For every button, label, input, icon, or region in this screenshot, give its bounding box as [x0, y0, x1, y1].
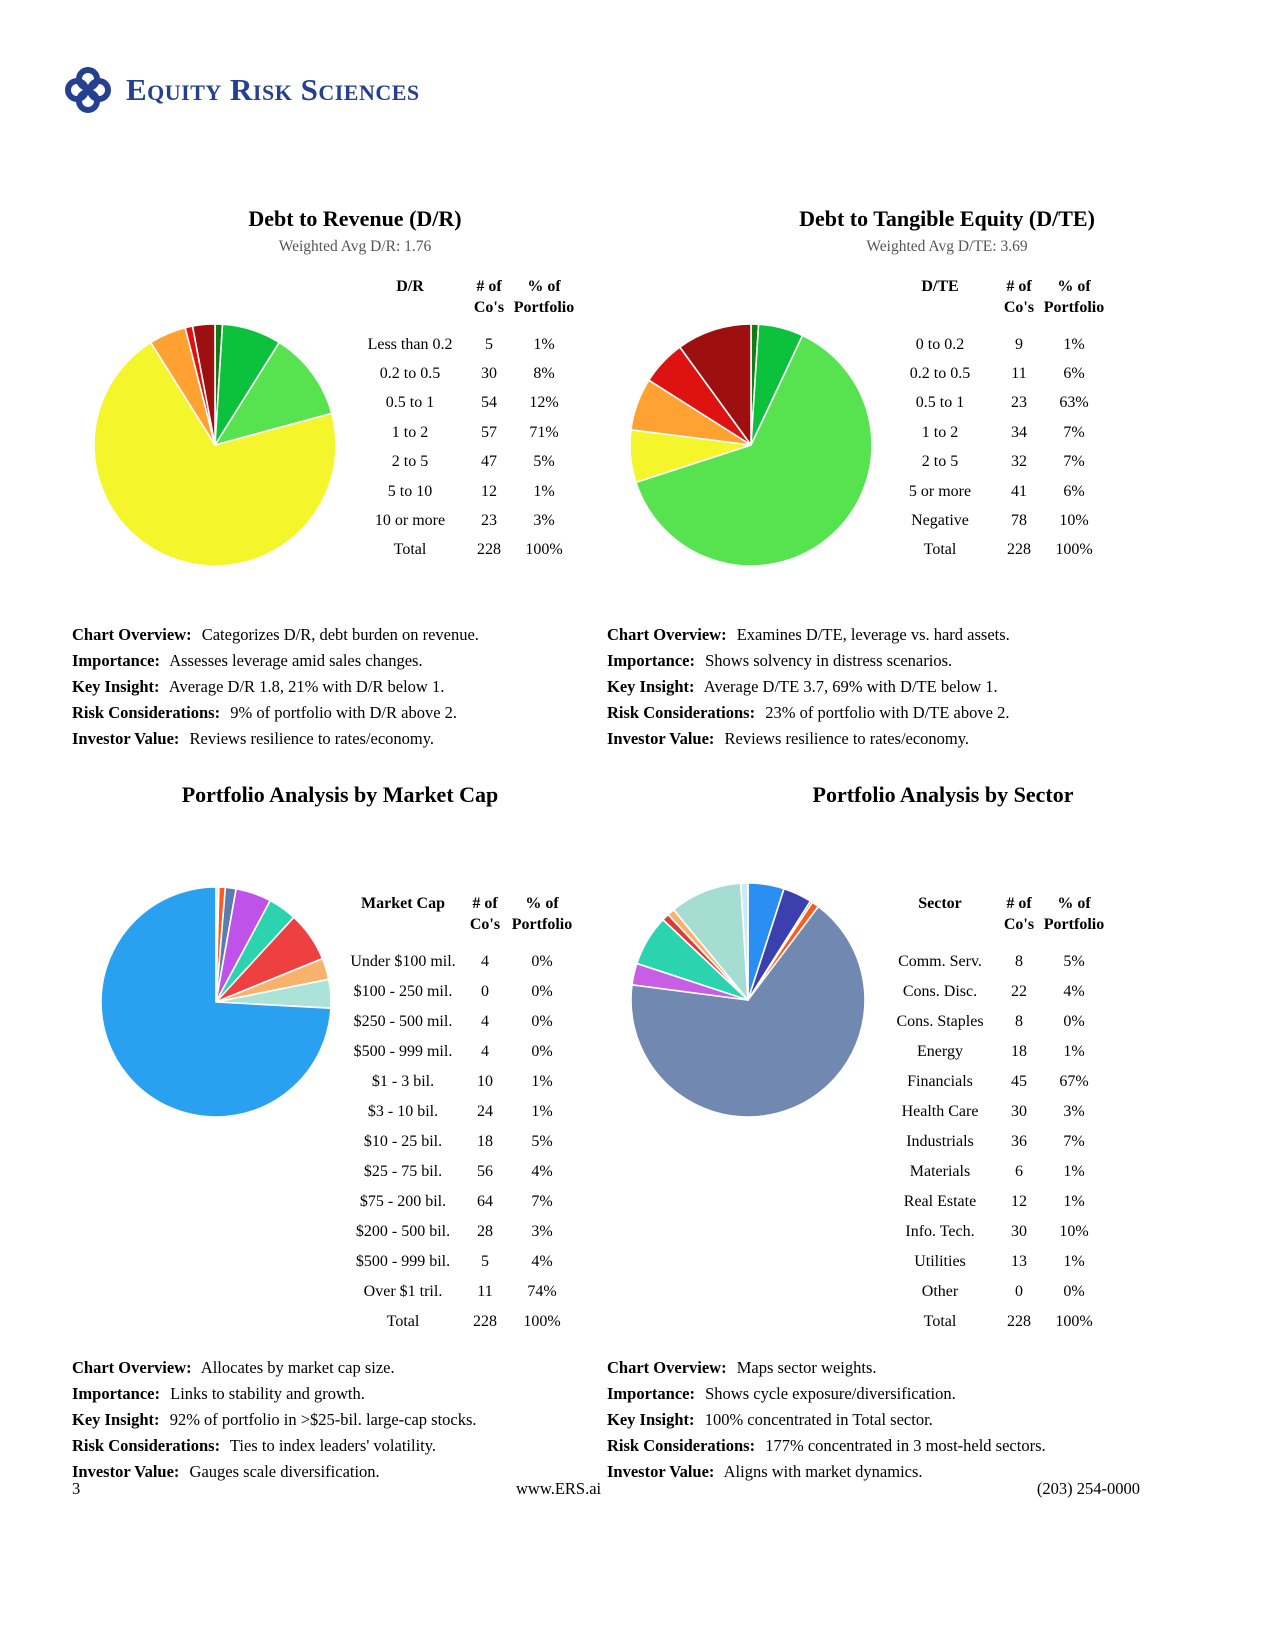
- table-cell: 57: [481, 423, 497, 441]
- pie-chart-market-cap: [99, 885, 333, 1119]
- table-cell: 5 to 10: [387, 482, 433, 500]
- table-cell: 23: [481, 512, 497, 530]
- note-label: Importance:: [607, 651, 695, 670]
- table-cell: 67%: [1059, 1073, 1089, 1090]
- table-cell: $500 - 999 mil.: [353, 1043, 453, 1060]
- table-row: [882, 359, 1108, 388]
- note-text: Aligns with market dynamics.: [720, 1462, 923, 1481]
- table-row: [882, 330, 1108, 359]
- table-cell: 2 to 5: [391, 453, 429, 471]
- table-cell: Cons. Staples: [896, 1013, 984, 1030]
- table-cell: 32: [1011, 453, 1027, 471]
- table-row: [342, 1277, 578, 1307]
- table-cell: Other: [921, 1283, 959, 1300]
- table-cell: Financials: [907, 1073, 973, 1090]
- table-cell: 23: [1011, 394, 1027, 412]
- chart-title-market-cap: Portfolio Analysis by Market Cap: [181, 782, 499, 807]
- table-cell: 18: [477, 1133, 493, 1150]
- note-label: Key Insight:: [72, 677, 160, 696]
- table-cell: 4%: [531, 1253, 553, 1270]
- table-cell: Total: [386, 1313, 420, 1330]
- table-cell: 30: [1011, 1103, 1027, 1120]
- table-cell: 7%: [531, 1193, 553, 1210]
- note-line: [72, 726, 612, 752]
- table-cell: 1%: [531, 1073, 553, 1090]
- table-cell: 4: [481, 1013, 489, 1030]
- note-label: Importance:: [72, 1384, 160, 1403]
- table-header-cell: Sector: [918, 895, 962, 912]
- table-row: [342, 1157, 578, 1187]
- table-cell: 4%: [1063, 983, 1085, 1000]
- table-cell: Energy: [917, 1043, 963, 1060]
- table-cell: 0%: [1063, 1013, 1085, 1030]
- table-cell: 100%: [1055, 1313, 1093, 1330]
- table-cell: 0%: [531, 953, 553, 970]
- table-header-cell: # of Co's: [469, 895, 501, 933]
- table-cell: 56: [477, 1163, 493, 1180]
- table-cell: $1 - 3 bil.: [371, 1073, 435, 1090]
- company-name: Equity Risk Sciences: [126, 72, 420, 107]
- table-cell: 4: [481, 953, 489, 970]
- table-cell: 10%: [1059, 1223, 1089, 1240]
- table-row: [342, 1067, 578, 1097]
- note-line: [72, 622, 612, 648]
- table-cell: 30: [1011, 1223, 1027, 1240]
- table-cell: Real Estate: [903, 1193, 977, 1210]
- table-row: [342, 1097, 578, 1127]
- table-cell: 0%: [531, 1013, 553, 1030]
- table-cell: 34: [1011, 423, 1027, 441]
- note-label: Risk Considerations:: [72, 703, 221, 722]
- note-label: Investor Value:: [607, 1462, 715, 1481]
- pie-chart-debt-to-tangible-equity: [628, 322, 874, 568]
- note-label: Investor Value:: [72, 1462, 180, 1481]
- notes-debt-to-tangible-equity: [607, 622, 1147, 752]
- table-cell: 6%: [1063, 365, 1085, 383]
- table-row: [342, 1007, 578, 1037]
- table-cell: 0: [481, 983, 489, 1000]
- table-cell: 0%: [531, 1043, 553, 1060]
- table-total-row: [342, 1307, 578, 1337]
- note-label: Investor Value:: [72, 729, 180, 748]
- table-row: [882, 947, 1108, 977]
- table-total-row: [882, 536, 1108, 565]
- table-cell: 1%: [533, 335, 555, 353]
- note-label: Chart Overview:: [72, 1358, 192, 1377]
- table-cell: Under $100 mil.: [350, 953, 456, 970]
- note-line: [607, 674, 1147, 700]
- table-cell: 10 or more: [374, 512, 446, 530]
- table-cell: 74%: [527, 1283, 557, 1300]
- table-cell: 54: [481, 394, 497, 412]
- table-cell: Industrials: [906, 1133, 974, 1150]
- company-logo: [62, 64, 420, 116]
- table-cell: 228: [1007, 541, 1031, 559]
- table-row: [882, 448, 1108, 477]
- table-cell: $25 - 75 bil.: [363, 1163, 443, 1180]
- table-cell: $100 - 250 mil.: [353, 983, 453, 1000]
- table-cell: 47: [481, 453, 497, 471]
- table-cell: 1%: [1063, 1253, 1085, 1270]
- page-footer: [72, 1479, 1140, 1499]
- table-cell: 36: [1011, 1133, 1027, 1150]
- table-cell: Utilities: [914, 1253, 966, 1270]
- knot-icon: [62, 64, 114, 116]
- table-cell: 228: [477, 541, 501, 559]
- table-row: [342, 1037, 578, 1067]
- table-header-row: [352, 276, 578, 318]
- note-label: Chart Overview:: [607, 625, 727, 644]
- table-row: [342, 977, 578, 1007]
- table-header-row: [882, 276, 1108, 318]
- table-row: [352, 448, 578, 477]
- table-cell: 6%: [1063, 482, 1085, 500]
- table-cell: 0: [1015, 1283, 1023, 1300]
- note-line: [72, 674, 612, 700]
- table-cell: 5%: [1063, 953, 1085, 970]
- note-text: Gauges scale diversification.: [185, 1462, 380, 1481]
- table-cell: 28: [477, 1223, 493, 1240]
- note-text: Shows cycle exposure/diversification.: [700, 1384, 956, 1403]
- table-cell: 5%: [531, 1133, 553, 1150]
- footer-phone: (203) 254-0000: [1036, 1479, 1140, 1498]
- footer-website: www.ERS.ai: [516, 1479, 602, 1498]
- table-row: [882, 1247, 1108, 1277]
- table-row: [882, 477, 1108, 506]
- table-cell: 7%: [1063, 453, 1085, 471]
- note-line: [72, 1381, 612, 1407]
- table-cell: 13: [1011, 1253, 1027, 1270]
- table-row: [882, 1097, 1108, 1127]
- table-cell: 4: [481, 1043, 489, 1060]
- table-cell: 18: [1011, 1043, 1027, 1060]
- note-label: Chart Overview:: [607, 1358, 727, 1377]
- note-line: [607, 1381, 1147, 1407]
- note-line: [607, 648, 1147, 674]
- note-label: Key Insight:: [607, 1410, 695, 1429]
- table-row: [882, 1007, 1108, 1037]
- table-row: [352, 330, 578, 359]
- note-line: [607, 726, 1147, 752]
- table-cell: Over $1 tril.: [363, 1283, 443, 1300]
- table-cell: 0.5 to 1: [385, 394, 435, 412]
- chart-title-debt-to-revenue: Debt to Revenue (D/R): [248, 206, 462, 231]
- table-total-row: [882, 1307, 1108, 1337]
- note-line: [607, 1407, 1147, 1433]
- note-text: 23% of portfolio with D/TE above 2.: [761, 703, 1010, 722]
- table-row: [342, 1247, 578, 1277]
- table-cell: 0%: [1063, 1283, 1085, 1300]
- table-header-cell: % of Portfolio: [1043, 278, 1105, 316]
- notes-market-cap: [72, 1355, 612, 1485]
- note-text: 100% concentrated in Total sector.: [700, 1410, 933, 1429]
- table-cell: 5: [485, 335, 493, 353]
- note-text: Reviews resilience to rates/economy.: [185, 729, 435, 748]
- table-cell: 11: [1011, 365, 1027, 383]
- table-cell: 8: [1015, 1013, 1023, 1030]
- table-row: [352, 506, 578, 535]
- table-row: [882, 1187, 1108, 1217]
- stats-table-debt-to-tangible-equity: [882, 276, 1108, 565]
- table-header-cell: % of Portfolio: [1043, 895, 1105, 933]
- chart-subtitle-debt-to-revenue: Weighted Avg D/R: 1.76: [278, 238, 432, 255]
- table-cell: Cons. Disc.: [902, 983, 978, 1000]
- note-text: Categorizes D/R, debt burden on revenue.: [197, 625, 479, 644]
- note-label: Risk Considerations:: [607, 703, 756, 722]
- table-header-cell: Market Cap: [361, 895, 445, 912]
- table-cell: Negative: [911, 512, 969, 530]
- note-label: Importance:: [72, 651, 160, 670]
- table-cell: 30: [481, 365, 497, 383]
- table-cell: 8: [1015, 953, 1023, 970]
- table-cell: 41: [1011, 482, 1027, 500]
- table-cell: Less than 0.2: [367, 335, 453, 353]
- table-cell: 12%: [529, 394, 559, 412]
- note-text: Assesses leverage amid sales changes.: [165, 651, 423, 670]
- note-line: [72, 648, 612, 674]
- note-text: Examines D/TE, leverage vs. hard assets.: [732, 625, 1010, 644]
- note-line: [607, 1433, 1147, 1459]
- table-cell: 0.2 to 0.5: [909, 365, 971, 383]
- table-cell: 5 or more: [908, 482, 972, 500]
- note-label: Risk Considerations:: [72, 1436, 221, 1455]
- table-cell: 7%: [1063, 423, 1085, 441]
- table-cell: 100%: [523, 1313, 561, 1330]
- table-cell: 11: [477, 1283, 493, 1300]
- note-label: Risk Considerations:: [607, 1436, 756, 1455]
- table-row: [352, 477, 578, 506]
- table-row: [882, 1277, 1108, 1307]
- table-cell: 1%: [1063, 1043, 1085, 1060]
- table-cell: 10%: [1059, 512, 1089, 530]
- table-cell: 1%: [1063, 335, 1085, 353]
- table-cell: 5%: [533, 453, 555, 471]
- table-cell: 71%: [529, 423, 559, 441]
- table-header-cell: D/TE: [921, 278, 959, 295]
- note-text: Average D/R 1.8, 21% with D/R below 1.: [165, 677, 445, 696]
- table-cell: 228: [473, 1313, 497, 1330]
- note-text: Maps sector weights.: [732, 1358, 877, 1377]
- note-label: Chart Overview:: [72, 625, 192, 644]
- table-cell: 1%: [533, 482, 555, 500]
- table-row: [882, 389, 1108, 418]
- chart-subtitle-debt-to-tangible-equity: Weighted Avg D/TE: 3.69: [866, 238, 1028, 255]
- table-cell: Materials: [909, 1163, 971, 1180]
- table-cell: 6: [1015, 1163, 1023, 1180]
- table-row: [342, 1127, 578, 1157]
- table-cell: 9: [1015, 335, 1023, 353]
- table-total-row: [352, 536, 578, 565]
- table-cell: $10 - 25 bil.: [363, 1133, 443, 1150]
- note-text: Reviews resilience to rates/economy.: [720, 729, 970, 748]
- table-row: [882, 418, 1108, 447]
- table-cell: 10: [477, 1073, 493, 1090]
- table-cell: Comm. Serv.: [898, 953, 982, 970]
- table-cell: 3%: [531, 1223, 553, 1240]
- pie-chart-debt-to-revenue: [92, 322, 338, 568]
- table-row: [882, 1127, 1108, 1157]
- table-cell: 1 to 2: [921, 423, 959, 441]
- table-cell: Health Care: [901, 1103, 979, 1120]
- stats-table-market-cap: [342, 893, 578, 1337]
- table-cell: 22: [1011, 983, 1027, 1000]
- table-cell: 228: [1007, 1313, 1031, 1330]
- note-line: [607, 1355, 1147, 1381]
- table-cell: 4%: [531, 1163, 553, 1180]
- note-text: Ties to index leaders' volatility.: [226, 1436, 437, 1455]
- table-cell: 2 to 5: [921, 453, 959, 471]
- table-row: [342, 1217, 578, 1247]
- table-cell: Total: [923, 1313, 957, 1330]
- chart-title-sector: Portfolio Analysis by Sector: [812, 782, 1074, 807]
- note-text: Average D/TE 3.7, 69% with D/TE below 1.: [700, 677, 998, 696]
- table-header-cell: D/R: [396, 278, 424, 295]
- note-line: [607, 622, 1147, 648]
- table-cell: 100%: [525, 541, 563, 559]
- note-line: [72, 1433, 612, 1459]
- note-text: 92% of portfolio in >$25-bil. large-cap stocks.: [165, 1410, 477, 1429]
- note-line: [72, 1407, 612, 1433]
- table-row: [882, 506, 1108, 535]
- table-header-row: [882, 893, 1108, 935]
- notes-sector: [607, 1355, 1147, 1485]
- note-label: Key Insight:: [72, 1410, 160, 1429]
- table-row: [352, 418, 578, 447]
- table-row: [352, 359, 578, 388]
- table-row: [352, 389, 578, 418]
- table-cell: 3%: [533, 512, 555, 530]
- table-header-cell: # of Co's: [1003, 895, 1035, 933]
- table-cell: $250 - 500 mil.: [353, 1013, 453, 1030]
- table-cell: 100%: [1055, 541, 1093, 559]
- table-header-cell: % of Portfolio: [511, 895, 573, 933]
- table-cell: 8%: [533, 365, 555, 383]
- table-row: [882, 977, 1108, 1007]
- note-text: 9% of portfolio with D/R above 2.: [226, 703, 458, 722]
- table-cell: 0%: [531, 983, 553, 1000]
- table-cell: $200 - 500 bil.: [355, 1223, 451, 1240]
- note-text: 177% concentrated in 3 most-held sectors.: [761, 1436, 1046, 1455]
- table-row: [882, 1157, 1108, 1187]
- table-cell: Total: [923, 541, 957, 559]
- table-row: [342, 947, 578, 977]
- table-cell: Info. Tech.: [905, 1223, 975, 1240]
- note-label: Importance:: [607, 1384, 695, 1403]
- note-text: Links to stability and growth.: [165, 1384, 365, 1403]
- table-cell: 3%: [1063, 1103, 1085, 1120]
- stats-table-sector: [882, 893, 1108, 1337]
- table-row: [882, 1217, 1108, 1247]
- table-row: [882, 1037, 1108, 1067]
- note-label: Investor Value:: [607, 729, 715, 748]
- note-text: Allocates by market cap size.: [197, 1358, 395, 1377]
- notes-debt-to-revenue: [72, 622, 612, 752]
- table-cell: 0.2 to 0.5: [379, 365, 441, 383]
- table-cell: 1 to 2: [391, 423, 429, 441]
- table-cell: 0 to 0.2: [915, 335, 965, 353]
- stats-table-debt-to-revenue: [352, 276, 578, 565]
- table-cell: 7%: [1063, 1133, 1085, 1150]
- table-header-cell: # of Co's: [1003, 278, 1035, 316]
- footer-page-number: 3: [72, 1479, 81, 1498]
- note-line: [72, 700, 612, 726]
- table-cell: 12: [481, 482, 497, 500]
- table-cell: Total: [393, 541, 427, 559]
- table-cell: 5: [481, 1253, 489, 1270]
- table-cell: 45: [1011, 1073, 1027, 1090]
- table-cell: 63%: [1059, 394, 1089, 412]
- note-line: [72, 1355, 612, 1381]
- table-cell: 1%: [531, 1103, 553, 1120]
- table-cell: 78: [1011, 512, 1027, 530]
- table-cell: 1%: [1063, 1193, 1085, 1210]
- note-text: Shows solvency in distress scenarios.: [700, 651, 953, 670]
- table-row: [342, 1187, 578, 1217]
- chart-title-debt-to-tangible-equity: Debt to Tangible Equity (D/TE): [799, 206, 1095, 231]
- table-cell: $3 - 10 bil.: [367, 1103, 439, 1120]
- table-cell: $75 - 200 bil.: [359, 1193, 447, 1210]
- table-header-cell: % of Portfolio: [513, 278, 575, 316]
- table-cell: 12: [1011, 1193, 1027, 1210]
- table-header-row: [342, 893, 578, 935]
- note-label: Key Insight:: [607, 677, 695, 696]
- table-header-cell: # of Co's: [473, 278, 505, 316]
- table-cell: 0.5 to 1: [915, 394, 965, 412]
- table-cell: 64: [477, 1193, 493, 1210]
- table-row: [882, 1067, 1108, 1097]
- table-cell: 24: [477, 1103, 493, 1120]
- pie-chart-sector: [629, 881, 867, 1119]
- table-cell: $500 - 999 bil.: [355, 1253, 451, 1270]
- table-cell: 1%: [1063, 1163, 1085, 1180]
- note-line: [607, 700, 1147, 726]
